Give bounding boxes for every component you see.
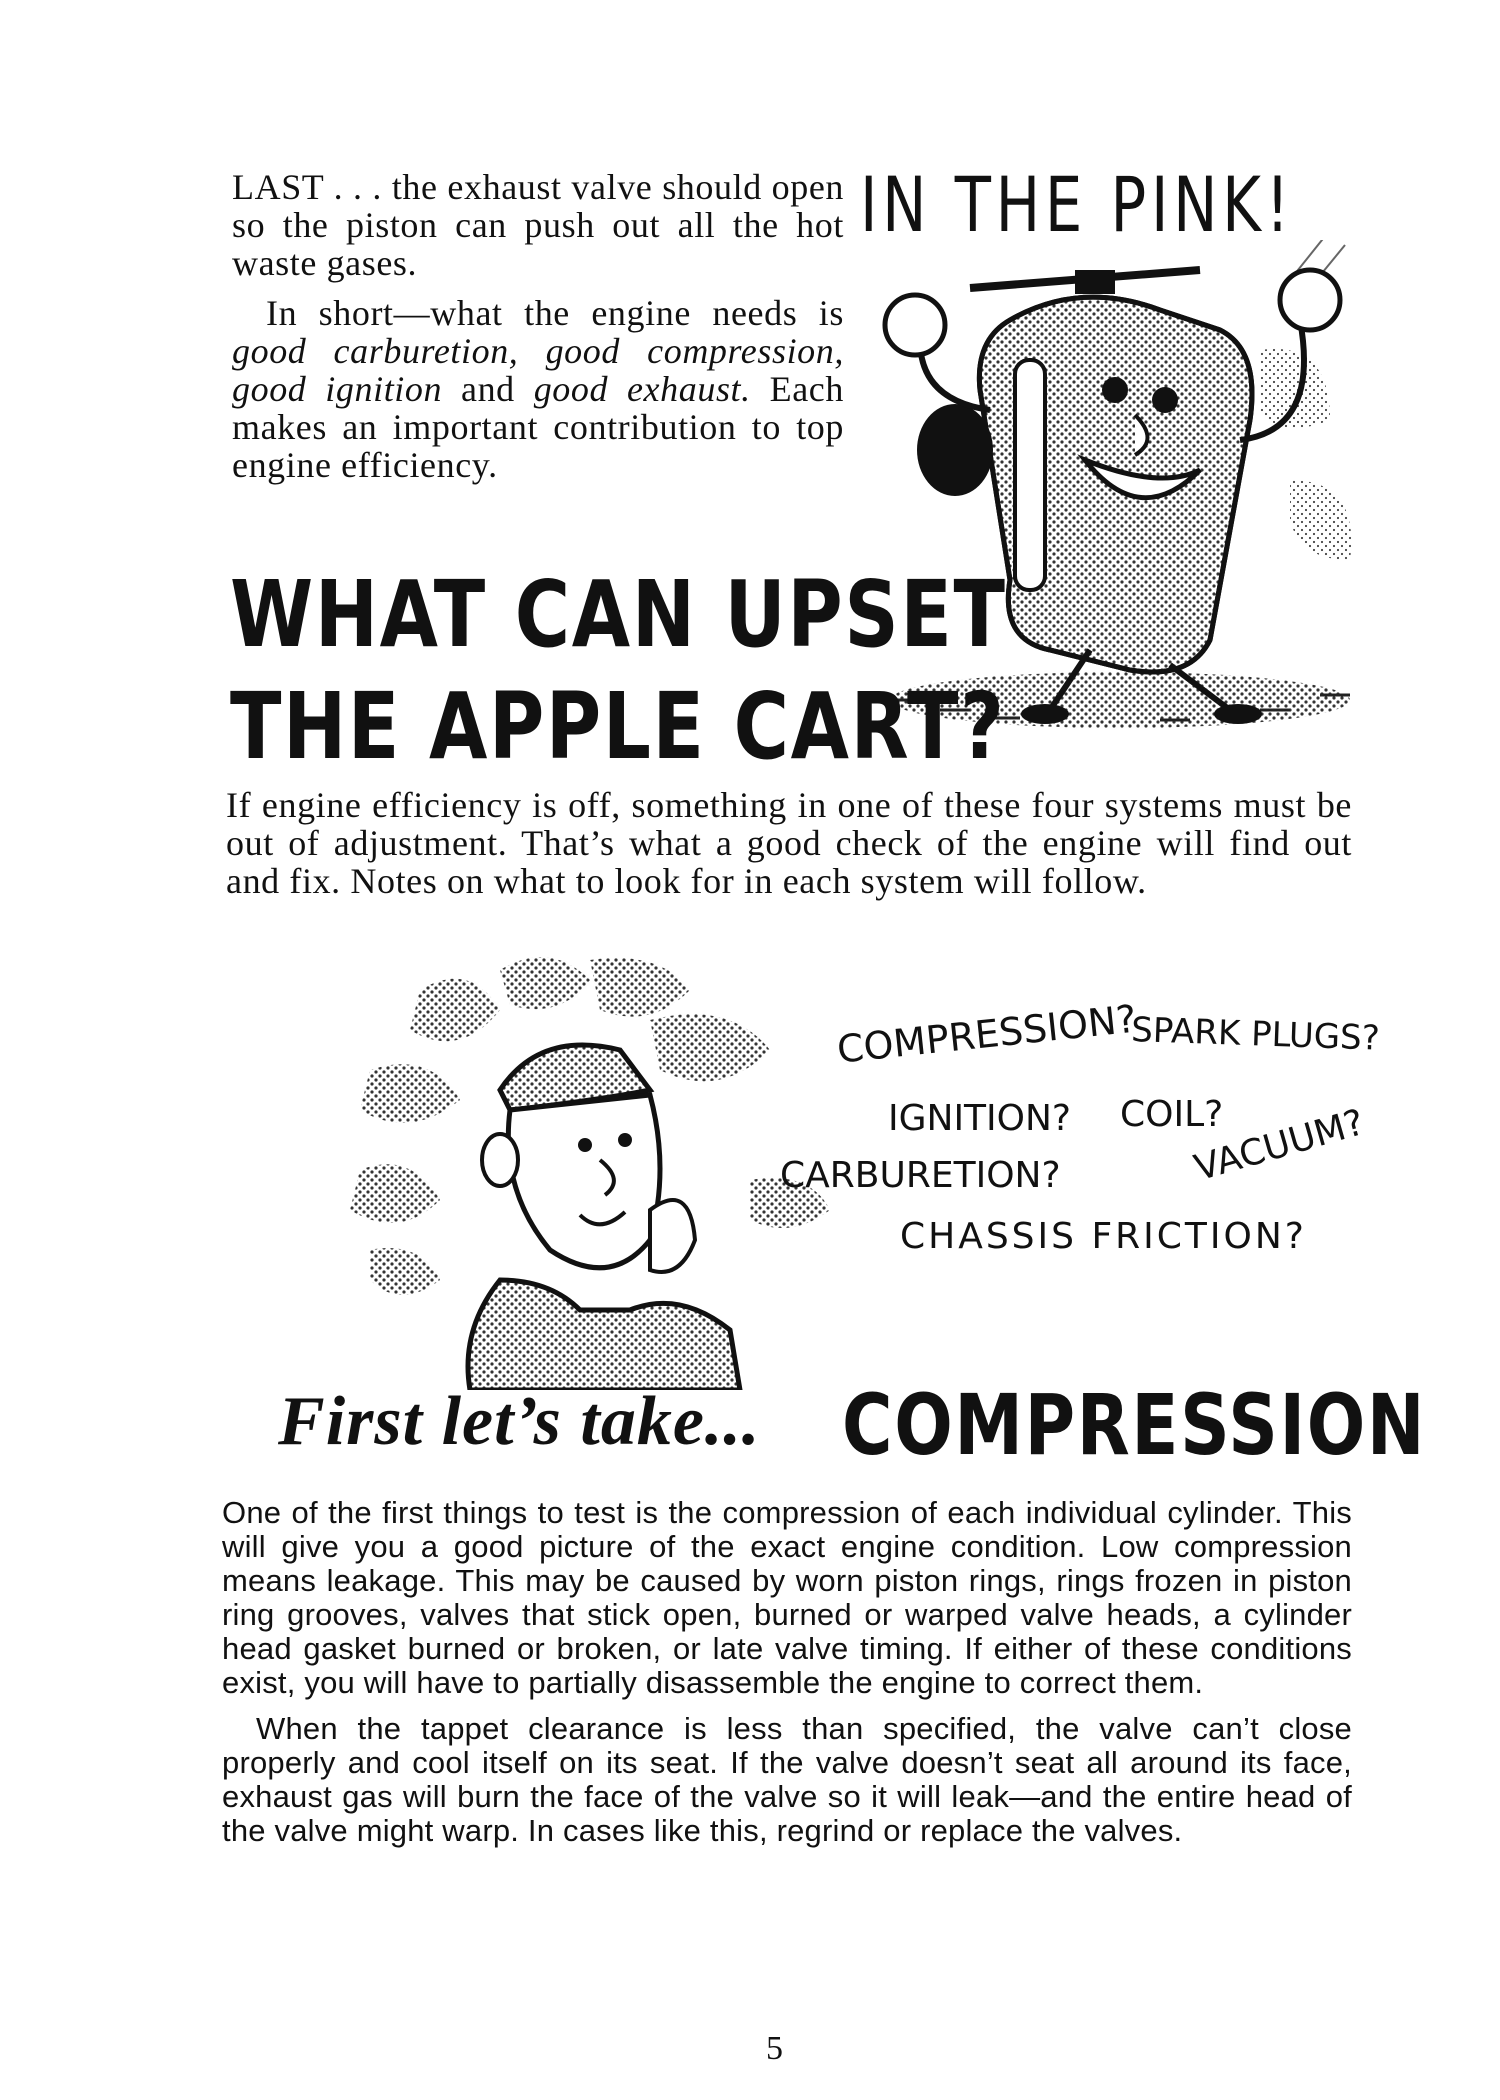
paragraph-compression-test: One of the first things to test is the compression of each individual cylinder. This will give you a good picture of the exact engine condition. Low compression means leakage. This may be caused by worn piston rings, rings frozen in piston ring grooves, valves that stick open, burned or warped valve heads, a cylinder head gasket burned or broken, or late valve timing. If either of these conditions exist, you will have to partially disassemble the engine to correct them. xyxy=(222,1495,1352,1700)
top-text-column xyxy=(232,168,844,484)
word-compression: COMPRESSION? xyxy=(835,996,1139,1072)
in-short-text: In short—what the engine needs is xyxy=(266,293,844,333)
right-foot xyxy=(1214,704,1262,724)
mechanic-head xyxy=(508,1095,660,1268)
word-ignition: IGNITION? xyxy=(888,1098,1072,1139)
right-eye xyxy=(618,1133,632,1147)
each-makes-text: Each makes an important contribution to top engine efficiency. xyxy=(232,369,844,485)
word-spark-plugs: SPARK PLUGS? xyxy=(1130,1010,1381,1059)
in-the-pink-caption: IN THE PINK! xyxy=(860,160,1295,249)
compression-heading: COMPRESSION xyxy=(842,1376,1427,1474)
right-fist xyxy=(1280,270,1340,330)
good-exhaust-text: good exhaust. xyxy=(533,369,751,409)
side-tube xyxy=(1015,360,1045,590)
propeller-hub xyxy=(1075,270,1115,294)
glow-right-lower xyxy=(1290,480,1351,560)
word-carburetion: CARBURETION? xyxy=(780,1155,1061,1196)
word-coil: COIL? xyxy=(1120,1094,1224,1135)
separator-text xyxy=(518,331,545,371)
word-chassis-friction: CHASSIS FRICTION? xyxy=(900,1216,1307,1257)
good-ignition-text: good ignition xyxy=(232,369,443,409)
left-fist xyxy=(885,295,945,355)
headline-line-2: THE APPLE CART? xyxy=(230,673,1006,780)
good-carburetion-text: good carburetion, xyxy=(232,331,519,371)
headline-line-1: WHAT CAN UPSET xyxy=(230,561,1007,668)
ear xyxy=(482,1134,518,1186)
page-number: 5 xyxy=(766,2030,783,2067)
glow-right xyxy=(1260,349,1330,428)
left-eye xyxy=(1102,377,1128,403)
flywheel xyxy=(917,404,993,496)
first-lets-take: First let’s take... xyxy=(278,1383,761,1460)
good-compression-text: good compression, xyxy=(545,331,844,371)
paragraph-last-exhaust: LAST . . . the exhaust valve should open so the piston can push out all the hot waste gases. xyxy=(232,167,844,283)
hand xyxy=(650,1200,695,1272)
word-vacuum: VACUUM? xyxy=(1190,1101,1369,1190)
right-eye xyxy=(1152,387,1178,413)
left-foot xyxy=(1021,704,1069,724)
paragraph-tappet-clearance: When the tappet clearance is less than specified, the valve can’t close properly and cool itself on its seat. If the valve doesn’t seat all around its face, exhaust gas will burn the face of the valve so it will leak—and the entire head of the valve might warp. In cases like this, regrind or replace the valves. xyxy=(222,1711,1352,1848)
shirt xyxy=(468,1280,740,1390)
paragraph-in-short xyxy=(232,294,844,484)
body-text-column xyxy=(222,1496,1352,1848)
intro-paragraph: If engine efficiency is off, something in one of these four systems must be out of adjustment. That’s what a good check of the engine will find out and fix. Notes on what to look for in each system will follow. xyxy=(226,785,1352,901)
left-eye xyxy=(578,1138,592,1152)
and-text: and xyxy=(442,369,534,409)
